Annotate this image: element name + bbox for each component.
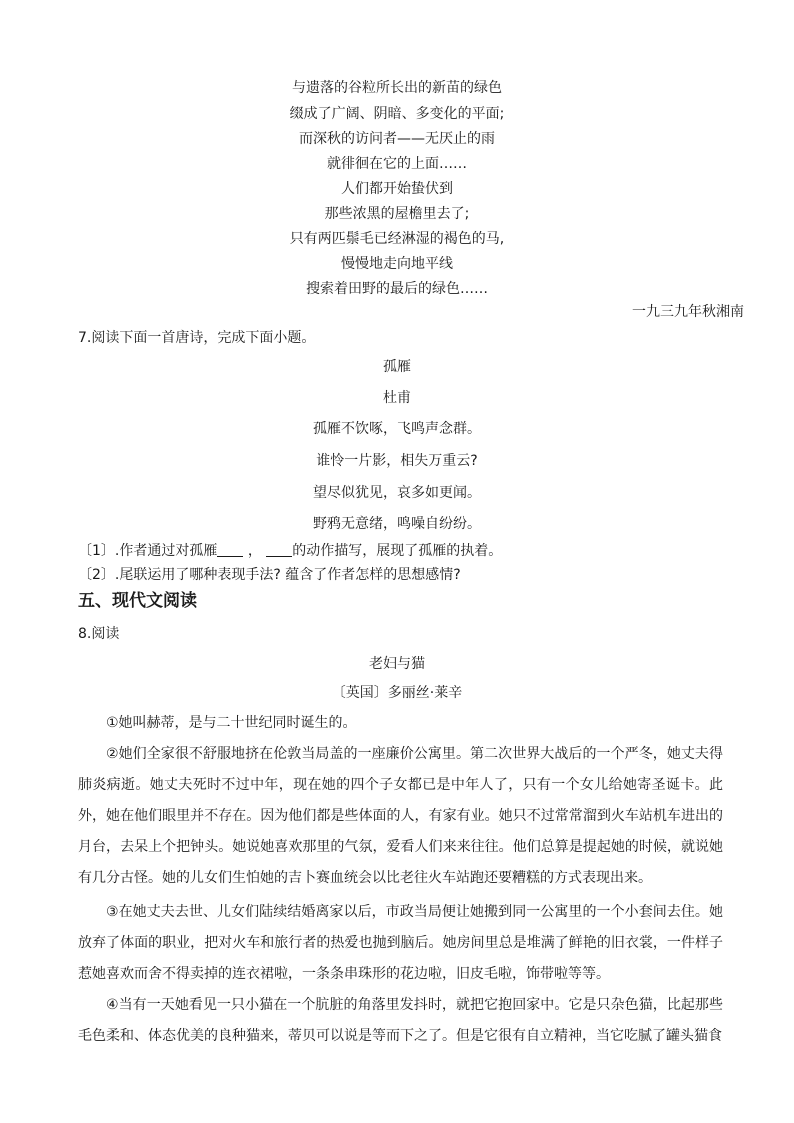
article-paragraph: ②她们全家很不舒服地挤在伦敦当局盖的一座廉价公寓里。第二次世界大战后的一个严冬，她丈夫得肺炎病逝。她丈夫死时不过中年，现在她的四个子女都已是中年人了，只有一个女儿给她寄圣诞卡。此外，她在他们眼里并不存在。因为他们都是些体面的人，有家有业。她只不过常常溜到火车站机车进出的月台，去呆上个把钟头。她说她喜欢那里的气氛，爱看人们来来往往。他们总算是提起她的时候，就说她有几分古怪。她的儿女们生怕她的吉卜赛血统会以比老往火车站跑还要糟糕的方式表现出来。 [78,746,723,886]
poem-line: 谁怜一片影，相失万重云? [316,453,478,469]
poem-line: 就徘徊在它的上面…… [327,156,467,172]
answer-blank-1[interactable] [217,542,243,557]
poem-line: 孤雁不饮啄，飞鸣声念群。 [313,421,481,437]
poem-line: 那些浓黑的屋檐里去了; [324,206,470,222]
question-7-prompt: 7.阅读下面一首唐诗，完成下面小题。 [78,330,316,346]
sub-1-text-c: 的动作描写，展现了孤雁的执着。 [292,543,503,559]
poem-line: 野鸦无意绪，鸣噪自纷纷。 [313,516,481,532]
poem-line: 而深秋的访问者——无厌止的雨 [299,131,495,147]
sub-1-text-b: ， [247,543,262,559]
section-heading: 五、现代文阅读 [78,591,197,611]
question-7-sub-2: 〔2〕.尾联运用了哪种表现手法? 蕴含了作者怎样的思想感情? [78,567,461,583]
article-paragraph: ④当有一天她看见一只小猫在一个肮脏的角落里发抖时，就把它抱回家中。它是只杂色猫，比起那些毛色柔和、体态优美的良种猫来，蒂贝可以说是等而下之了。但是它很有自立精神，当它吃腻了罐头猫食 [78,997,723,1044]
sub-1-text-a: 〔1〕.作者通过对孤雁 [78,543,218,559]
answer-blank-2[interactable] [266,542,292,557]
poem-line: 望尽似犹见，哀多如更闻。 [313,485,481,501]
question-8-prompt: 8.阅读 [78,626,120,642]
poem-author: 杜甫 [383,390,411,406]
poem-line: 慢慢地走向地平线 [341,256,453,272]
poem-line: 与遗落的谷粒所长出的新苗的绿色 [292,80,502,96]
poem-signature: 一九三九年秋湘南 [632,304,744,320]
poem-line: 缀成了广阔、阴暗、多变化的平面; [289,106,505,122]
poem-line: 人们都开始蛰伏到 [341,181,453,197]
article-title: 老妇与猫 [369,656,425,672]
poem-line: 搜索着田野的最后的绿色…… [306,281,488,297]
article-paragraph: ①她叫赫蒂，是与二十世纪同时诞生的。 [106,715,357,731]
question-7-sub-1 [78,542,502,560]
article-author: 〔英国〕多丽丝·莱辛 [331,685,463,701]
poem-title: 孤雁 [383,359,411,375]
article-paragraph: ③在她丈夫去世、儿女们陆续结婚离家以后，市政当局便让她搬到同一公寓里的一个小套间去住。她放弃了体面的职业，把对火车和旅行者的热爱也抛到脑后。她房间里总是堆满了鲜艳的旧衣裳，一件样子惹她喜欢而舍不得卖掉的连衣裙啦，一条条串珠形的花边啦，旧皮毛啦，饰带啦等等。 [78,904,723,982]
poem-line: 只有两匹鬃毛已经淋湿的褐色的马, [289,231,505,247]
